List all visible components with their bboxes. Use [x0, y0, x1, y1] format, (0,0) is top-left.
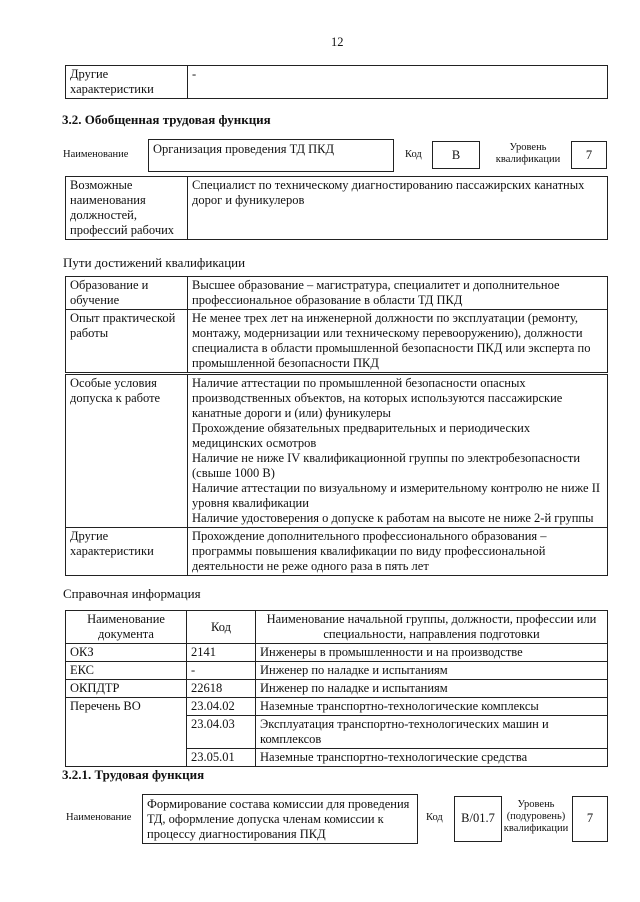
table-row: [66, 310, 608, 373]
ref-cell: -: [187, 662, 256, 680]
tf-title: 3.2.1. Трудовая функция: [62, 767, 205, 782]
paths-table: [65, 276, 608, 373]
paths-title: Пути достижений квалификации: [63, 255, 246, 270]
other-characteristics-label: Другие характеристики: [66, 66, 188, 99]
ref-cell: ЕКС: [66, 662, 187, 680]
gtf-name-value: Организация проведения ТД ПКД: [148, 139, 394, 172]
paths-value: Не менее трех лет на инженерной должности по эксплуатации (ремонту, монтажу, модернизации или техническому перевооружению), должности специалиста в области промышленной безопасности ПКД или эксперта по промышленной безопасности ПКД: [188, 310, 608, 373]
other-characteristics-table-top: [65, 65, 608, 99]
ref-cell: 23.05.01: [187, 749, 256, 767]
page-number: 12: [331, 35, 344, 49]
tf-level-value: 7: [572, 796, 608, 842]
table-row: [66, 680, 608, 698]
other-characteristics-value: -: [188, 66, 608, 99]
gtf-name-label: Наименование: [63, 149, 129, 160]
condition-item: Наличие не ниже IV квалификационной группы по электробезопасности (свыше 1000 В): [192, 451, 581, 480]
positions-label: Возможные наименования должностей, профессий рабочих: [66, 177, 188, 240]
ref-title: Справочная информация: [63, 586, 201, 601]
table-header-row: [66, 611, 608, 644]
tf-level-label: Уровень (подуровень) квалификации: [503, 799, 569, 834]
gtf-level-value: 7: [571, 141, 607, 169]
table-row: [66, 528, 608, 576]
paths-value: Высшее образование – магистратура, специалитет и дополнительное профессиональное образование в области ТД ПКД: [188, 277, 608, 310]
other-chars-label: Другие характеристики: [66, 528, 188, 576]
gtf-level-label: Уровень квалификации: [495, 142, 561, 165]
ref-cell: Наземные транспортно-технологические средства: [256, 749, 608, 767]
ref-header-doc: Наименование документа: [66, 611, 187, 644]
condition-item: Наличие удостоверения о допуске к работам на высоте не ниже 2-й группы: [192, 511, 594, 525]
tf-name-label: Наименование: [66, 812, 132, 823]
ref-cell: 2141: [187, 644, 256, 662]
table-row: [66, 698, 608, 716]
ref-cell: Инженер по наладке и испытаниям: [256, 662, 608, 680]
ref-cell: 23.04.03: [187, 716, 256, 749]
ref-cell: Перечень ВО: [66, 698, 187, 767]
conditions-label: Особые условия допуска к работе: [66, 375, 188, 528]
condition-item: Прохождение обязательных предварительных и периодических медицинских осмотров: [192, 421, 531, 450]
table-row: [66, 277, 608, 310]
conditions-value: [188, 375, 608, 528]
table-row: [66, 375, 608, 528]
table-row: [66, 644, 608, 662]
ref-cell: Наземные транспортно-технологические комплексы: [256, 698, 608, 716]
ref-cell: Инженер по наладке и испытаниям: [256, 680, 608, 698]
ref-header-name: Наименование начальной группы, должности, профессии или специальности, направления подготовки: [256, 611, 608, 644]
positions-value: Специалист по техническому диагностированию пассажирских канатных дорог и фуникулеров: [188, 177, 608, 240]
tf-code-value: B/01.7: [454, 796, 502, 842]
ref-cell: Инженеры в промышленности и на производстве: [256, 644, 608, 662]
other-chars-value: Прохождение дополнительного профессионального образования – программы повышения квалификации по виду профессиональной деятельности не реже одного раза в пять лет: [188, 528, 608, 576]
gtf-code-label: Код: [405, 149, 422, 160]
positions-table: [65, 176, 608, 240]
ref-header-code: Код: [187, 611, 256, 644]
condition-item: Наличие аттестации по промышленной безопасности опасных производственных объектов, на которых используются пассажирские канатные дороги и (или) фуникулеры: [192, 376, 563, 420]
ref-cell: Эксплуатация транспортно-технологических машин и комплексов: [256, 716, 608, 749]
ref-cell: ОКЗ: [66, 644, 187, 662]
section-title: 3.2. Обобщенная трудовая функция: [62, 112, 271, 127]
ref-table: [65, 610, 608, 767]
conditions-table: [65, 374, 608, 576]
table-row: [66, 662, 608, 680]
ref-cell: 23.04.02: [187, 698, 256, 716]
tf-name-value: Формирование состава комиссии для проведения ТД, оформление допуска членам комиссии к процессу диагностирования ПКД: [142, 794, 418, 844]
paths-label: Опыт практической работы: [66, 310, 188, 373]
condition-item: Наличие аттестации по визуальному и измерительному контролю не ниже II уровня квалификации: [192, 481, 601, 510]
tf-code-label: Код: [426, 812, 443, 823]
gtf-code-value: B: [432, 141, 480, 169]
ref-cell: 22618: [187, 680, 256, 698]
ref-cell: ОКПДТР: [66, 680, 187, 698]
paths-label: Образование и обучение: [66, 277, 188, 310]
